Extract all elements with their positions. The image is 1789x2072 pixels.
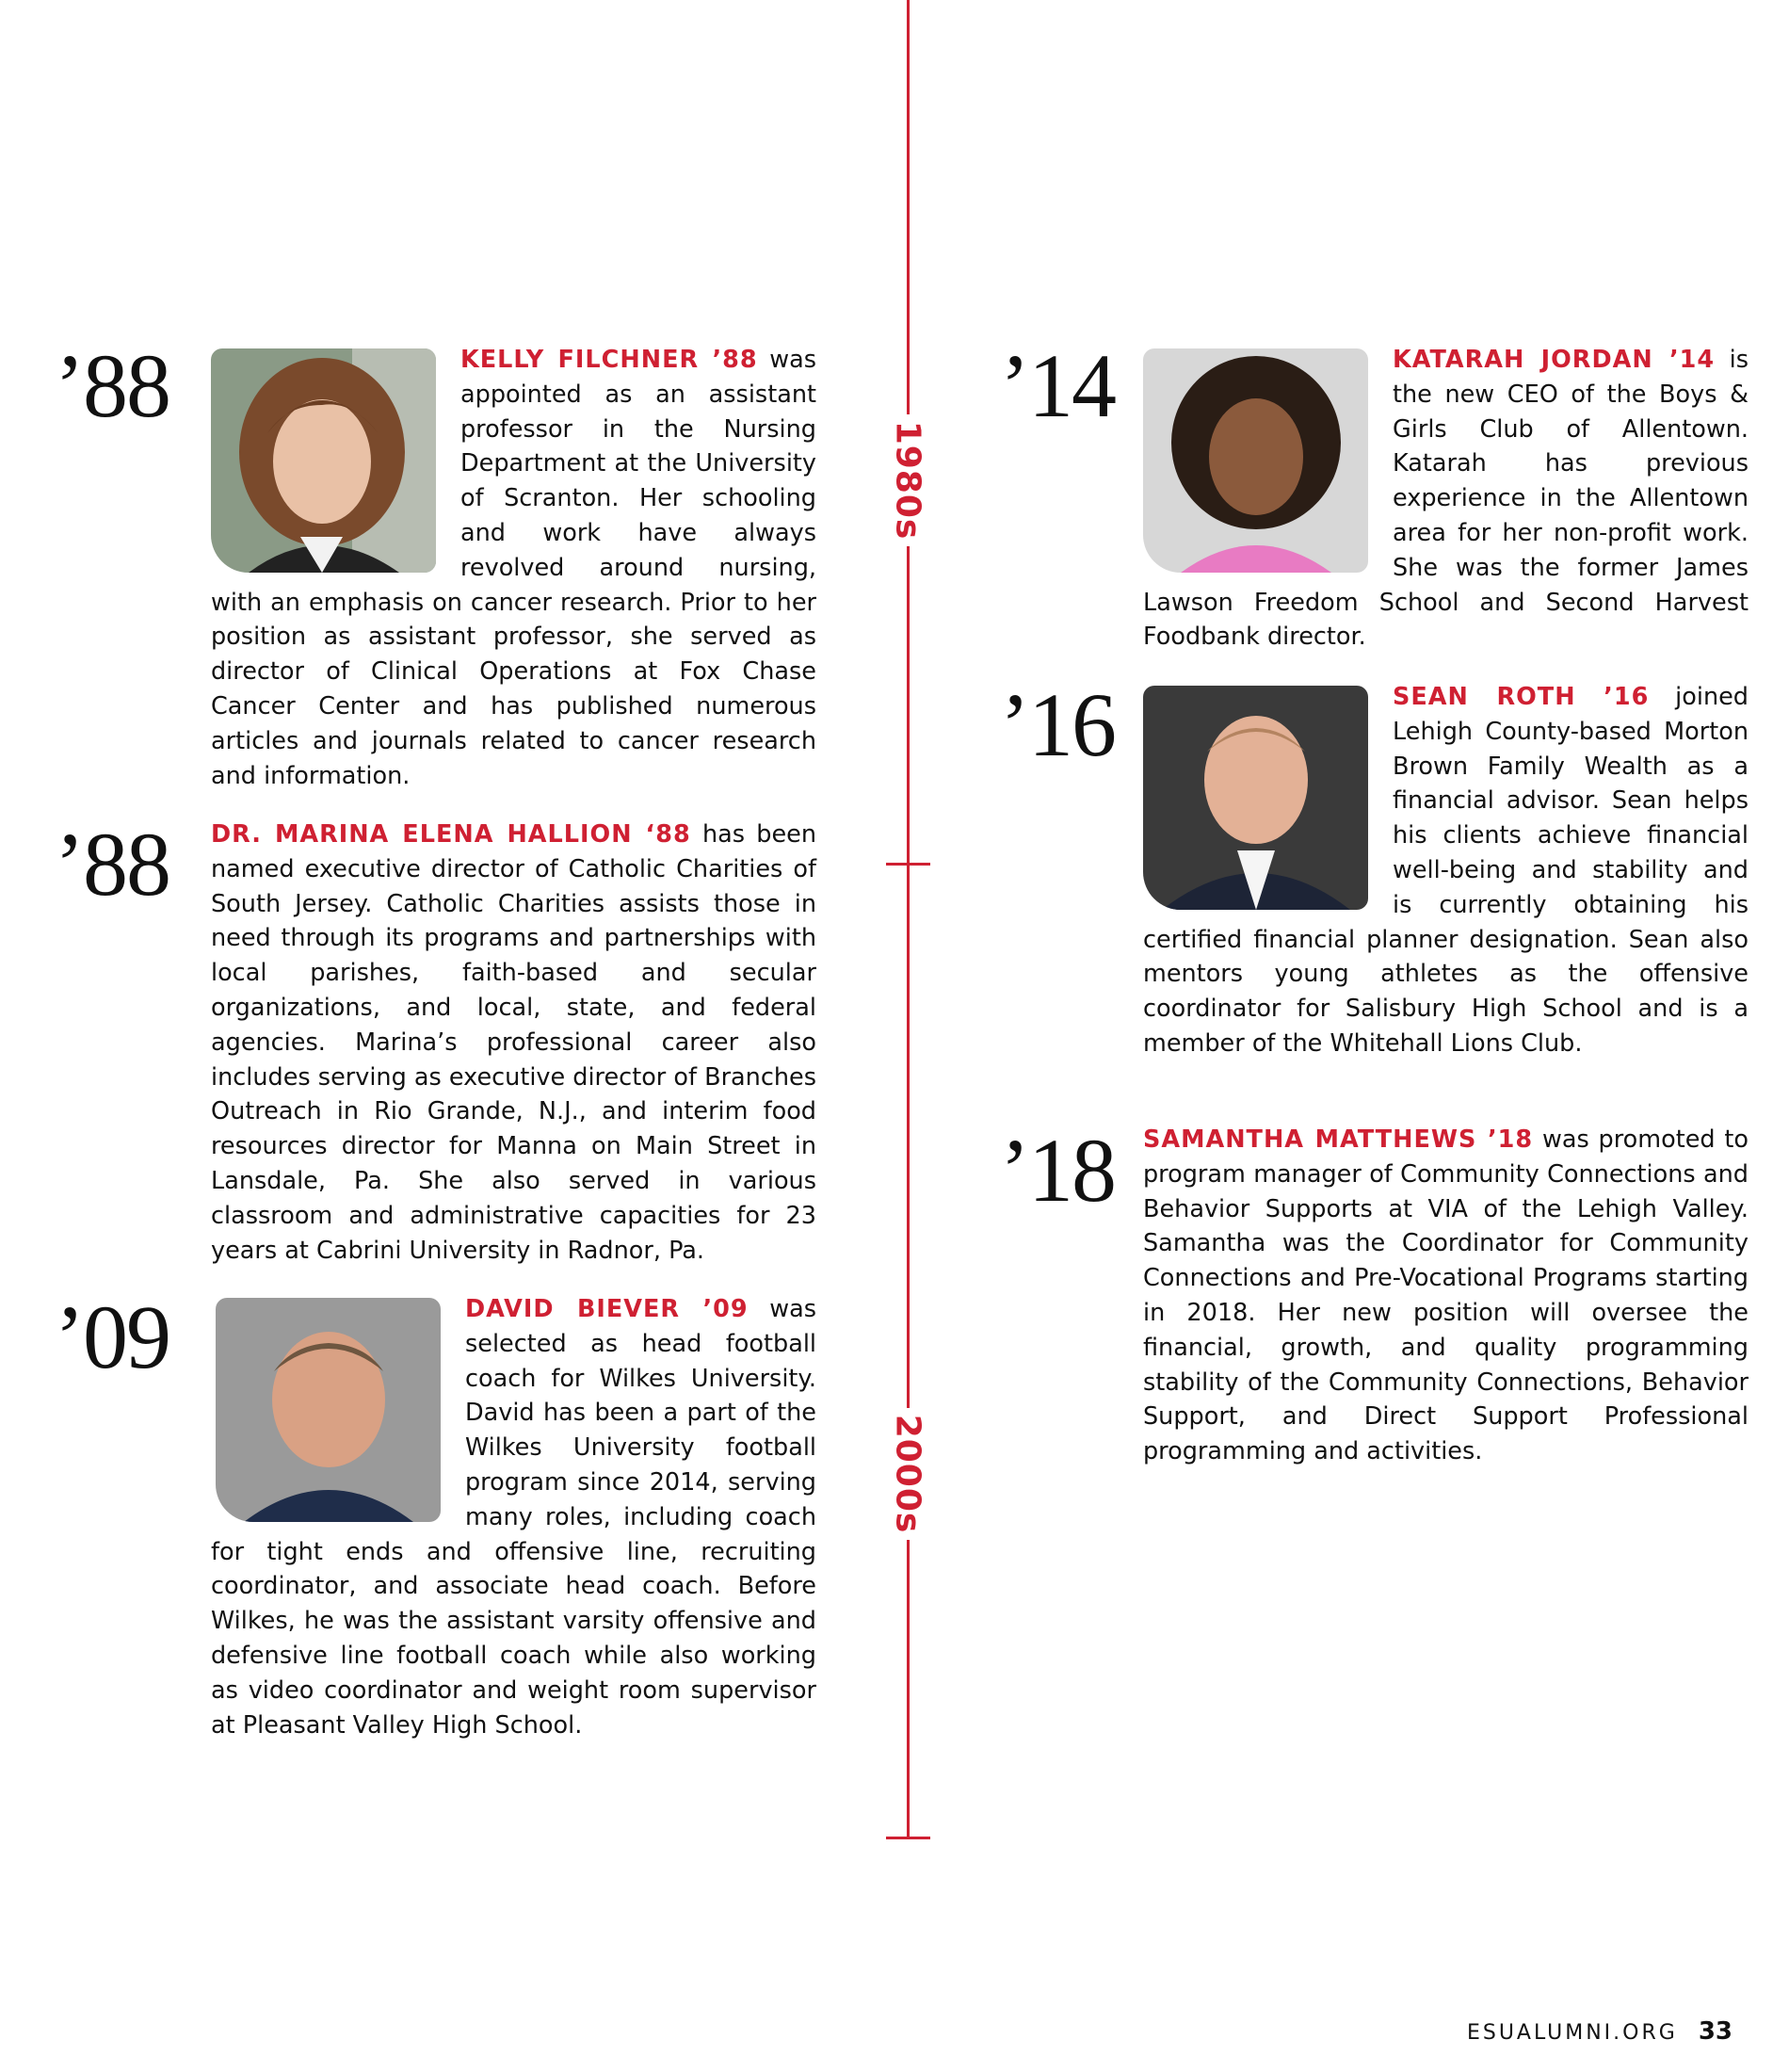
decade-label-2000s: 2000s: [888, 1414, 927, 1534]
alumni-note-text: was promoted to program manager of Community Connections and Behavior Supports at VIA of the Lehigh Valley. Samantha was the Coordinator for Community Connections and Pre-Vocational Programs starting in 2018. Her new position will oversee the financial, growth, and quality programming stability of the Community Connections, Behavior Support, and Direct Support Professional programming and activities.: [1143, 1125, 1749, 1466]
alumni-name: SAMANTHA MATTHEWS ’18: [1143, 1125, 1534, 1154]
page-footer: [1467, 2017, 1733, 2046]
portrait-photo: [216, 1298, 441, 1522]
alumni-note: [1143, 343, 1749, 655]
alumni-note: [1143, 1123, 1749, 1469]
decade-label-1980s: 1980s: [888, 420, 927, 541]
portrait-woman-image: [1143, 348, 1368, 573]
timeline-tick: [886, 863, 930, 866]
class-year: ’18: [1000, 1120, 1115, 1221]
portrait-man-image: [1143, 686, 1368, 910]
timeline-line: [907, 0, 910, 1838]
alumni-note: [211, 1292, 816, 1742]
class-year: ’14: [1000, 335, 1115, 436]
portrait-photo: [211, 348, 436, 573]
alumni-name: DAVID BIEVER ’09: [465, 1295, 749, 1323]
portrait-man-image: [216, 1298, 441, 1522]
timeline-end-tick: [886, 1837, 930, 1839]
class-year: ’16: [1000, 674, 1115, 775]
alumni-name: SEAN ROTH ’16: [1393, 683, 1650, 711]
alumni-note: [1143, 680, 1749, 1061]
alumni-note-text: has been named executive director of Catholic Charities of South Jersey. Catholic Charities assists those in need through its programs and partnerships with local parishes, faith-based and secular organizations, and local, state, and federal agencies. Marina’s professional career also includes serving as executive director of Branches Outreach in Rio Grande, N.J., and interim food resources director for Manna on Main Street in Lansdale, Pa. She also served in various classroom and administrative capacities for 23 years at Cabrini University in Radnor, Pa.: [211, 820, 817, 1265]
alumni-name: KATARAH JORDAN ’14: [1393, 346, 1716, 374]
footer-site: ESUALUMNI.ORG: [1466, 2021, 1678, 2045]
alumni-note-text: is the new CEO of the Boys & Girls Club of Allentown. Katarah has previous experience in the Allentown area for her non-profit work. She was the former James Lawson Freedom School and Second Harvest Foodbank director.: [1143, 346, 1749, 652]
alumni-note-text: was selected as head football coach for Wilkes University. David has been a part of the Wilkes University football program since 2014, serving many roles, including coach for tight ends and offensive line, recruiting coordinator, and associate head coach. Before Wilkes, he was the assistant varsity offensive and defensive line football coach while also working as video coordinator and weight room supervisor at Pleasant Valley High School.: [211, 1295, 816, 1740]
page-number: 33: [1698, 2017, 1733, 2046]
class-year: ’88: [55, 814, 169, 915]
alumni-note: [211, 817, 816, 1268]
portrait-woman-image: [211, 348, 436, 573]
alumni-note-text: joined Lehigh County-based Morton Brown Family Wealth as a financial advisor. Sean helps his clients achieve financial well-being and stability and is currently obtaining his certified financial planner designation. Sean also mentors young athletes as the offensive coordinator for Salisbury High School and is a member of the Whitehall Lions Club.: [1143, 683, 1749, 1058]
portrait-photo: [1143, 348, 1368, 573]
alumni-note: [211, 343, 816, 793]
portrait-photo: [1143, 686, 1368, 910]
class-year: ’88: [55, 335, 169, 436]
class-year: ’09: [55, 1287, 169, 1387]
alumni-note-text: was appointed as an assistant professor in the Nursing Department at the University of Scranton. Her schooling and work have always revolved around nursing, with an emphasis on cancer research. Prior to her position as assistant professor, she served as director of Clinical Operations at Fox Chase Cancer Center and has published numerous articles and journals related to cancer research and information.: [211, 346, 816, 790]
alumni-name: KELLY FILCHNER ’88: [460, 346, 758, 374]
alumni-name: DR. MARINA ELENA HALLION ‘88: [211, 820, 691, 849]
